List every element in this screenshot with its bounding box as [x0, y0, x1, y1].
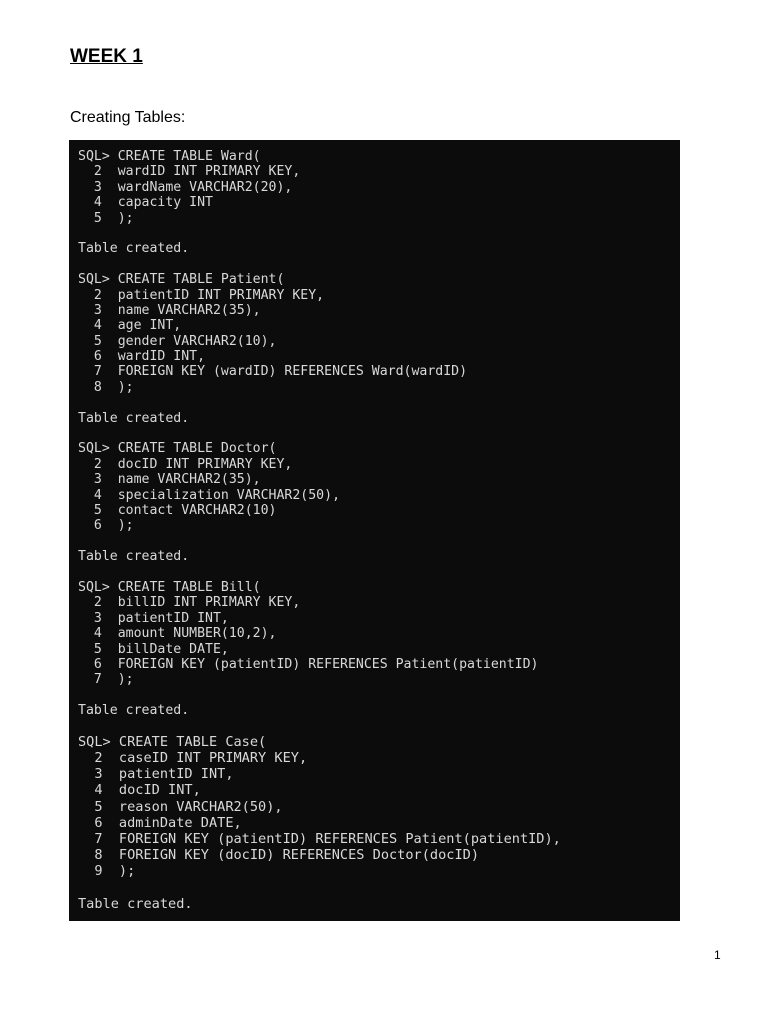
console-line: 5 contact VARCHAR2(10): [78, 502, 277, 518]
console-line: 8 );: [78, 379, 134, 395]
console-line: SQL> CREATE TABLE Ward(: [78, 149, 261, 164]
console-blank-line: [78, 718, 680, 733]
console-line: 4 age INT,: [78, 318, 182, 334]
console-line: 5 billDate DATE,: [78, 641, 229, 657]
console-line: 7 FOREIGN KEY (patientID) REFERENCES Patient(patientID),: [78, 830, 561, 847]
console-line: 3 name VARCHAR2(35),: [78, 472, 261, 488]
page-number: 1: [714, 948, 721, 962]
console-line: 4 amount NUMBER(10,2),: [78, 626, 277, 642]
console-line: SQL> CREATE TABLE Doctor(: [78, 441, 277, 457]
console-block-case: [78, 734, 680, 912]
console-line: 5 );: [78, 210, 134, 226]
console-line: 2 wardID INT PRIMARY KEY,: [78, 164, 301, 180]
console-blank-line: [78, 395, 680, 410]
console-blank-line: [78, 426, 680, 441]
console-line: SQL> CREATE TABLE Case(: [78, 733, 267, 750]
console-line: 2 billID INT PRIMARY KEY,: [78, 595, 301, 611]
console-line: 7 FOREIGN KEY (wardID) REFERENCES Ward(wardID): [78, 364, 468, 380]
console-line: 3 patientID INT,: [78, 766, 234, 783]
console-line: 3 name VARCHAR2(35),: [78, 302, 261, 318]
console-line: 4 specialization VARCHAR2(50),: [78, 487, 341, 503]
console-block-doctor: [78, 441, 680, 580]
console-blank-line: [78, 565, 680, 580]
console-line: 3 patientID INT,: [78, 610, 229, 626]
console-block-patient: [78, 272, 680, 441]
console-line: 6 adminDate DATE,: [78, 814, 242, 831]
console-result: Table created.: [78, 703, 190, 719]
console-line: 9 );: [78, 863, 136, 880]
console-block-bill: [78, 580, 680, 734]
console-line: 8 FOREIGN KEY (docID) REFERENCES Doctor(docID): [78, 847, 480, 864]
console-line: 2 patientID INT PRIMARY KEY,: [78, 287, 325, 303]
console-line: 4 docID INT,: [78, 782, 201, 799]
console-blank-line: [78, 257, 680, 272]
console-line: 5 gender VARCHAR2(10),: [78, 333, 277, 349]
sql-console-screenshot: [69, 140, 680, 921]
console-blank-line: [78, 880, 680, 896]
console-result: Table created.: [78, 549, 190, 565]
console-line: 2 caseID INT PRIMARY KEY,: [78, 750, 308, 767]
page-heading: WEEK 1: [70, 46, 143, 67]
console-line: 6 FOREIGN KEY (patientID) REFERENCES Patient(patientID): [78, 656, 539, 672]
console-line: 6 wardID INT,: [78, 349, 206, 365]
console-result: Table created.: [78, 410, 190, 426]
console-line: SQL> CREATE TABLE Patient(: [78, 272, 285, 288]
console-line: 2 docID INT PRIMARY KEY,: [78, 456, 293, 472]
console-line: 6 );: [78, 518, 134, 534]
console-result: Table created.: [78, 241, 190, 257]
console-result: Table created.: [78, 895, 193, 912]
section-label: Creating Tables:: [70, 109, 186, 126]
console-line: 4 capacity INT: [78, 195, 213, 211]
console-blank-line: [78, 534, 680, 549]
console-line: 5 reason VARCHAR2(50),: [78, 798, 283, 815]
console-line: 3 wardName VARCHAR2(20),: [78, 179, 293, 195]
console-block-ward: [78, 149, 680, 272]
console-line: SQL> CREATE TABLE Bill(: [78, 579, 261, 595]
console-blank-line: [78, 226, 680, 241]
console-blank-line: [78, 688, 680, 703]
console-line: 7 );: [78, 672, 134, 688]
